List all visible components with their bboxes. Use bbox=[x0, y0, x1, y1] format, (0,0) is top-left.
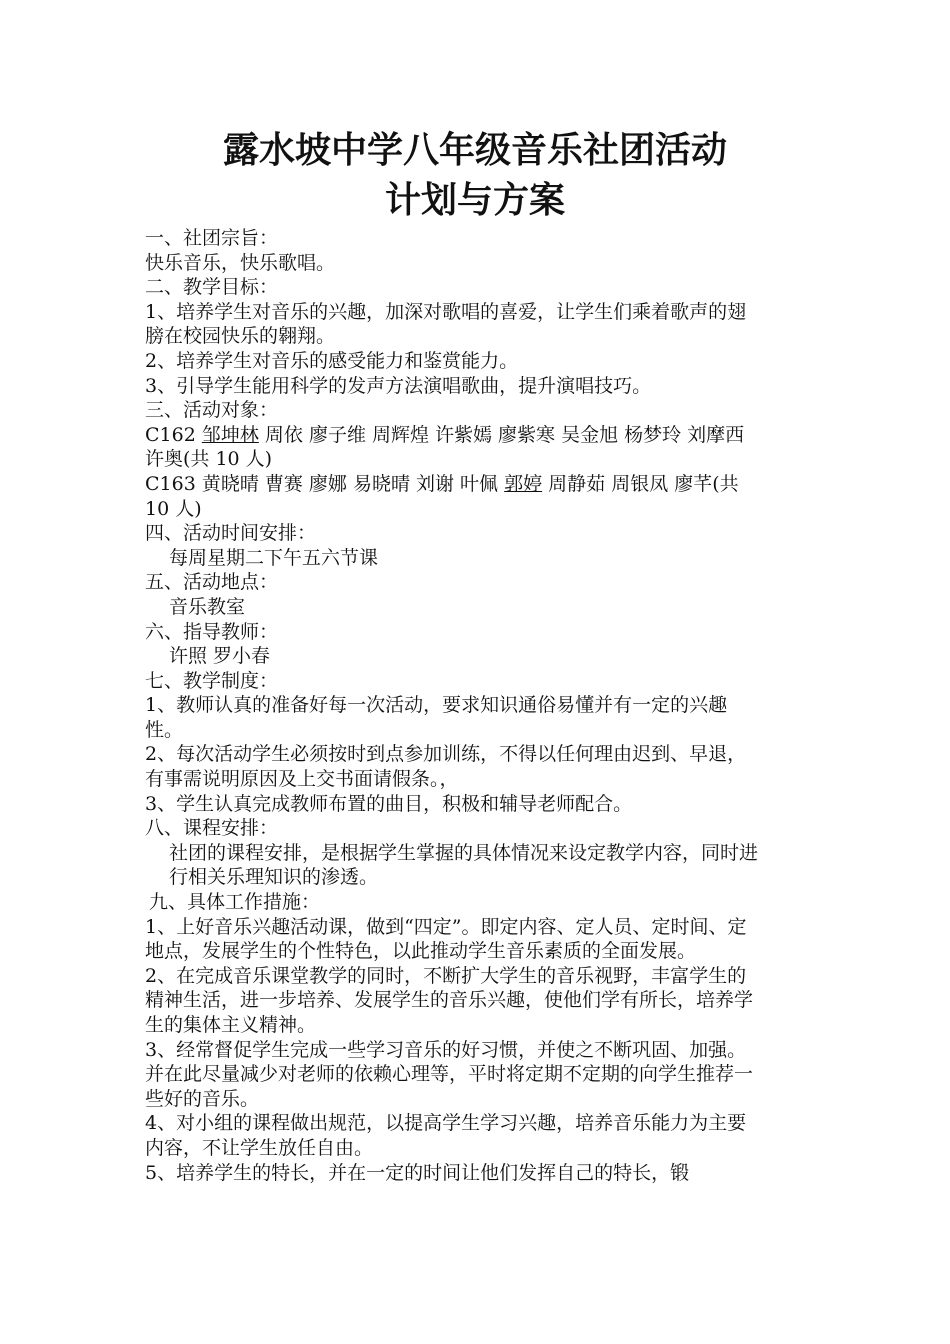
rule-item: 2、每次活动学生必须按时到点参加训练，不得以任何理由迟到、早退，有事需说明原因及上交书面请假条。， bbox=[145, 743, 747, 791]
member-list-c163 bbox=[145, 472, 765, 521]
goal-item: 2、培养学生对音乐的感受能力和鉴赏能力。 bbox=[145, 349, 519, 372]
rule-item: 1、教师认真的准备好每一次活动，要求知识通俗易懂并有一定的兴趣性。 bbox=[145, 694, 728, 741]
underlined-name: 郭婷 bbox=[504, 472, 543, 495]
underlined-name: 邹坤林 bbox=[201, 423, 259, 446]
section-heading-measures: 九、具体工作措施： bbox=[149, 891, 321, 914]
section-heading-purpose: 一、社团宗旨： bbox=[145, 227, 279, 249]
page-subtitle: 计划与方案 bbox=[384, 180, 565, 221]
section-heading-schedule: 四、活动时间安排： bbox=[145, 522, 317, 545]
section-text-teachers: 许照 罗小春 bbox=[169, 645, 271, 668]
section-text-schedule: 每周星期二下午五六节课 bbox=[169, 546, 379, 569]
page-title: 露水坡中学八年级音乐社团活动 bbox=[222, 130, 727, 171]
rule-item: 3、学生认真完成教师布置的曲目，积极和辅导老师配合。 bbox=[145, 792, 633, 815]
measure-item: 4、对小组的课程做出规范，以提高学生学习兴趣，培养音乐能力为主要内容，不让学生放任自由。 bbox=[145, 1112, 747, 1159]
measure-item: 1、上好音乐兴趣活动课，做到“四定”。即定内容、定人员、定时间、定地点，发展学生的个性特色，以此推动学生音乐素质的全面发展。 bbox=[145, 915, 747, 963]
section-heading-teachers: 六、指导教师： bbox=[145, 620, 279, 643]
section-text-location: 音乐教室 bbox=[169, 595, 246, 618]
class-label: C162 bbox=[145, 423, 202, 446]
section-heading-rules: 七、教学制度： bbox=[145, 669, 279, 692]
class-label: C163 黄晓晴 曹赛 廖娜 易晓晴 刘谢 叶佩 bbox=[145, 472, 505, 495]
goal-item: 1、培养学生对音乐的兴趣，加深对歌唱的喜爱，让学生们乘着歌声的翅膀在校园快乐的翱翔。 bbox=[145, 300, 747, 348]
member-names: 周静茹 周银凤 廖芊(共 10 人) bbox=[145, 472, 739, 520]
section-heading-goals: 二、教学目标： bbox=[145, 276, 279, 299]
member-list-c162 bbox=[145, 423, 765, 472]
measure-item: 3、经常督促学生完成一些学习音乐的好习惯，并使之不断巩固、加强。并在此尽量减少对老师的依赖心理等，平时将定期不定期的向学生推荐一些好的音乐。 bbox=[145, 1038, 754, 1110]
section-heading-members: 三、活动对象： bbox=[145, 399, 279, 422]
section-heading-curriculum: 八、课程安排： bbox=[145, 817, 279, 840]
section-text-curriculum: 社团的课程安排，是根据学生掌握的具体情况来设定教学内容，同时进行相关乐理知识的渗透。 bbox=[169, 841, 759, 889]
document-body bbox=[145, 226, 765, 1185]
goal-item: 3、引导学生能用科学的发声方法演唱歌曲，提升演唱技巧。 bbox=[145, 374, 652, 397]
section-heading-location: 五、活动地点： bbox=[145, 571, 279, 594]
measure-item: 5、培养学生的特长，并在一定的时间让他们发挥自己的特长，锻 bbox=[145, 1161, 690, 1184]
member-names: 周依 廖子维 周辉煌 许紫嫣 廖紫寒 吴金旭 杨梦玲 刘摩西 许奥(共 10 人) bbox=[145, 423, 745, 471]
measure-item: 2、在完成音乐课堂教学的同时，不断扩大学生的音乐视野，丰富学生的精神生活，进一步培养、发展学生的音乐兴趣，使他们学有所长，培养学生的集体主义精神。 bbox=[145, 964, 754, 1036]
section-text-purpose: 快乐音乐，快乐歌唱。 bbox=[145, 251, 336, 274]
